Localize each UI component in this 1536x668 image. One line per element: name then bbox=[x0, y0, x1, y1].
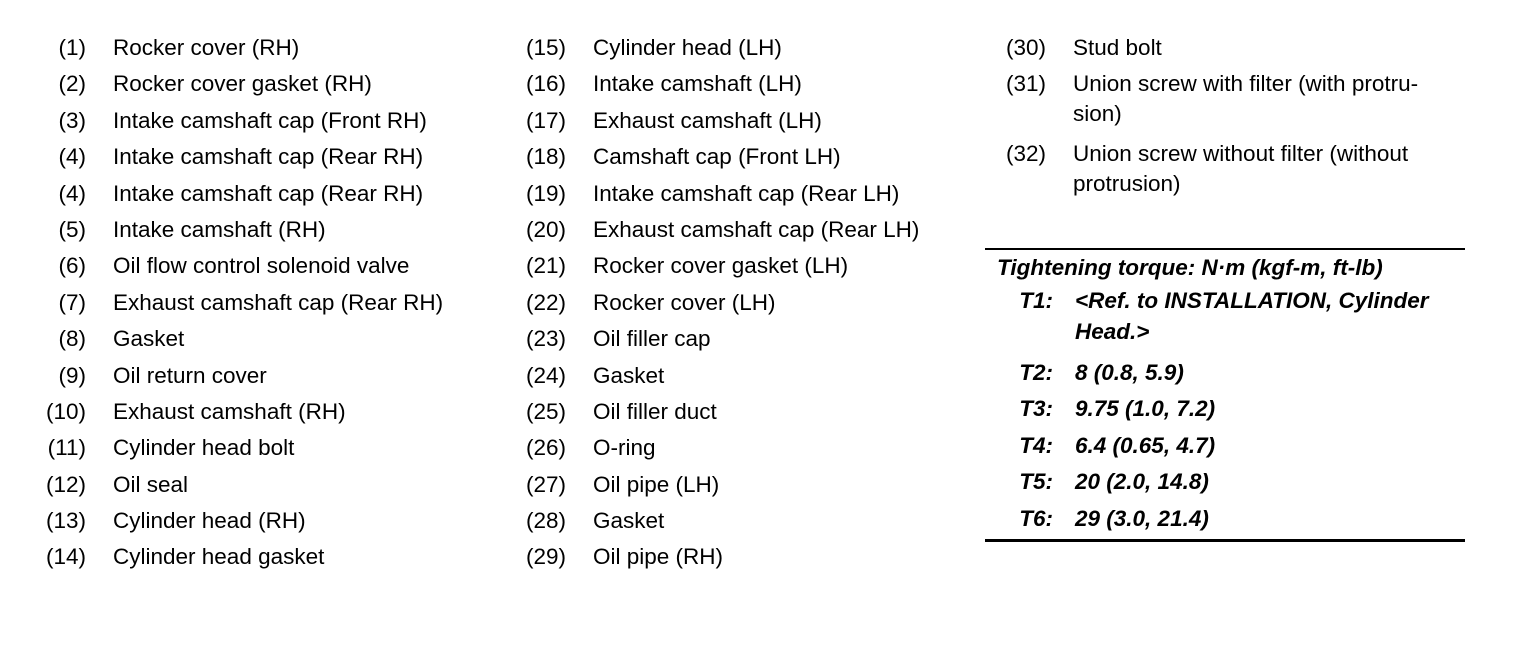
part-number: (11) bbox=[47, 435, 86, 461]
part-name: Oil return cover bbox=[113, 362, 267, 388]
part-item bbox=[38, 358, 443, 394]
part-number: (7) bbox=[58, 289, 86, 315]
part-number: (4) bbox=[58, 144, 86, 170]
part-number: (32) bbox=[1005, 141, 1046, 167]
part-item bbox=[518, 66, 919, 102]
part-item bbox=[38, 30, 443, 66]
part-number: (8) bbox=[58, 326, 86, 352]
part-name: Cylinder head (RH) bbox=[113, 508, 306, 534]
torque-row bbox=[985, 428, 1465, 464]
part-number: (24) bbox=[525, 362, 566, 388]
part-item bbox=[38, 212, 443, 248]
part-number: (31) bbox=[1005, 71, 1046, 97]
torque-row bbox=[985, 501, 1465, 537]
part-number: (25) bbox=[525, 398, 566, 424]
part-name: Oil filler duct bbox=[593, 398, 717, 424]
part-name: Intake camshaft cap (Front RH) bbox=[113, 107, 427, 133]
part-name: Intake camshaft (RH) bbox=[113, 216, 326, 242]
part-number: (1) bbox=[58, 35, 86, 60]
part-item bbox=[38, 66, 443, 102]
part-name: Union screw with filter (with protru- sion) bbox=[1073, 71, 1419, 127]
part-item bbox=[518, 285, 919, 321]
part-item bbox=[518, 30, 919, 66]
torque-label: T1: bbox=[1019, 288, 1053, 313]
torque-label: T6: bbox=[1019, 505, 1053, 531]
part-item bbox=[38, 176, 443, 212]
torque-value: 8 (0.8, 5.9) bbox=[1075, 360, 1184, 385]
part-name: Rocker cover gasket (LH) bbox=[593, 253, 849, 279]
parts-list-column-2 bbox=[518, 30, 919, 576]
part-name: Rocker cover gasket (RH) bbox=[113, 71, 372, 97]
torque-label: T5: bbox=[1019, 469, 1053, 495]
torque-row bbox=[985, 286, 1465, 347]
parts-list-column-3 bbox=[998, 30, 1466, 206]
part-name: Cylinder head gasket bbox=[113, 544, 325, 570]
part-number: (4) bbox=[58, 180, 86, 206]
part-number: (17) bbox=[525, 107, 566, 133]
part-name: Cylinder head (LH) bbox=[593, 35, 782, 60]
torque-value: 9.75 (1.0, 7.2) bbox=[1075, 396, 1216, 422]
part-item bbox=[998, 30, 1466, 66]
part-number: (3) bbox=[58, 107, 86, 133]
torque-row bbox=[985, 464, 1465, 500]
part-number: (9) bbox=[58, 362, 86, 388]
part-item bbox=[518, 139, 919, 175]
part-number: (20) bbox=[525, 216, 566, 242]
torque-value: <Ref. to INSTALLATION, Cylinder Head.> bbox=[1075, 288, 1429, 344]
part-item bbox=[518, 358, 919, 394]
parts-list-column-1 bbox=[38, 30, 443, 576]
part-item bbox=[518, 503, 919, 539]
part-item bbox=[38, 248, 443, 284]
part-name: Oil pipe (RH) bbox=[593, 544, 724, 570]
part-item bbox=[518, 248, 919, 284]
part-number: (28) bbox=[525, 508, 566, 534]
part-item bbox=[518, 176, 919, 212]
part-number: (22) bbox=[525, 289, 566, 315]
tightening-torque-table bbox=[985, 248, 1465, 542]
torque-value: 20 (2.0, 14.8) bbox=[1075, 469, 1209, 495]
part-number: (13) bbox=[45, 508, 86, 534]
part-name: Gasket bbox=[113, 326, 185, 352]
part-name: Exhaust camshaft (LH) bbox=[593, 107, 822, 133]
torque-label: T3: bbox=[1019, 396, 1053, 422]
part-name: Exhaust camshaft cap (Rear RH) bbox=[113, 289, 444, 315]
part-item bbox=[518, 212, 919, 248]
part-number: (14) bbox=[45, 544, 86, 570]
torque-value: 6.4 (0.65, 4.7) bbox=[1075, 432, 1216, 458]
part-item bbox=[998, 66, 1466, 129]
part-name: Oil filler cap bbox=[593, 326, 711, 352]
torque-label: T2: bbox=[1019, 360, 1053, 385]
part-item bbox=[38, 139, 443, 175]
part-name: Intake camshaft cap (Rear LH) bbox=[593, 180, 900, 206]
part-number: (23) bbox=[525, 326, 566, 352]
part-number: (29) bbox=[525, 544, 566, 570]
part-item bbox=[38, 103, 443, 139]
part-number: (16) bbox=[525, 71, 566, 97]
part-item bbox=[38, 539, 443, 575]
part-name: Exhaust camshaft (RH) bbox=[113, 398, 346, 424]
torque-row bbox=[985, 391, 1465, 427]
part-item bbox=[38, 321, 443, 357]
part-item bbox=[38, 467, 443, 503]
part-name: Union screw without filter (without protrusion) bbox=[1073, 141, 1409, 197]
torque-label: T4: bbox=[1019, 432, 1053, 458]
part-name: Rocker cover (LH) bbox=[593, 289, 776, 315]
part-number: (12) bbox=[45, 471, 86, 497]
part-number: (19) bbox=[525, 180, 566, 206]
part-name: Oil seal bbox=[113, 471, 189, 497]
part-item bbox=[518, 103, 919, 139]
part-item bbox=[38, 394, 443, 430]
part-number: (21) bbox=[525, 253, 566, 279]
part-name: Camshaft cap (Front LH) bbox=[593, 144, 841, 170]
part-number: (15) bbox=[525, 35, 566, 60]
part-name: Exhaust camshaft cap (Rear LH) bbox=[593, 216, 920, 242]
part-item bbox=[38, 430, 443, 466]
part-item bbox=[38, 285, 443, 321]
part-number: (18) bbox=[525, 144, 566, 170]
part-name: Intake camshaft cap (Rear RH) bbox=[113, 144, 424, 170]
part-name: Oil pipe (LH) bbox=[593, 471, 720, 497]
part-name: Stud bolt bbox=[1073, 35, 1162, 60]
part-item bbox=[518, 321, 919, 357]
part-name: O-ring bbox=[593, 435, 656, 461]
part-name: Intake camshaft (LH) bbox=[593, 71, 802, 97]
part-item bbox=[38, 503, 443, 539]
part-number: (30) bbox=[1005, 35, 1046, 60]
part-name: Gasket bbox=[593, 508, 665, 534]
part-name: Oil flow control solenoid valve bbox=[113, 253, 410, 279]
torque-table-title: Tightening torque: N·m (kgf-m, ft-lb) bbox=[997, 255, 1383, 280]
part-number: (2) bbox=[58, 71, 86, 97]
torque-row bbox=[985, 355, 1465, 391]
part-number: (6) bbox=[58, 253, 86, 279]
part-item bbox=[518, 394, 919, 430]
part-number: (10) bbox=[45, 398, 86, 424]
part-number: (5) bbox=[58, 216, 86, 242]
part-item bbox=[518, 430, 919, 466]
part-number: (26) bbox=[525, 435, 566, 461]
part-item bbox=[518, 539, 919, 575]
part-name: Gasket bbox=[593, 362, 665, 388]
part-name: Rocker cover (RH) bbox=[113, 35, 300, 60]
part-name: Cylinder head bolt bbox=[113, 435, 295, 461]
part-name: Intake camshaft cap (Rear RH) bbox=[113, 180, 424, 206]
part-item bbox=[998, 136, 1466, 199]
part-item bbox=[518, 467, 919, 503]
torque-value: 29 (3.0, 21.4) bbox=[1075, 505, 1209, 531]
part-number: (27) bbox=[525, 471, 566, 497]
